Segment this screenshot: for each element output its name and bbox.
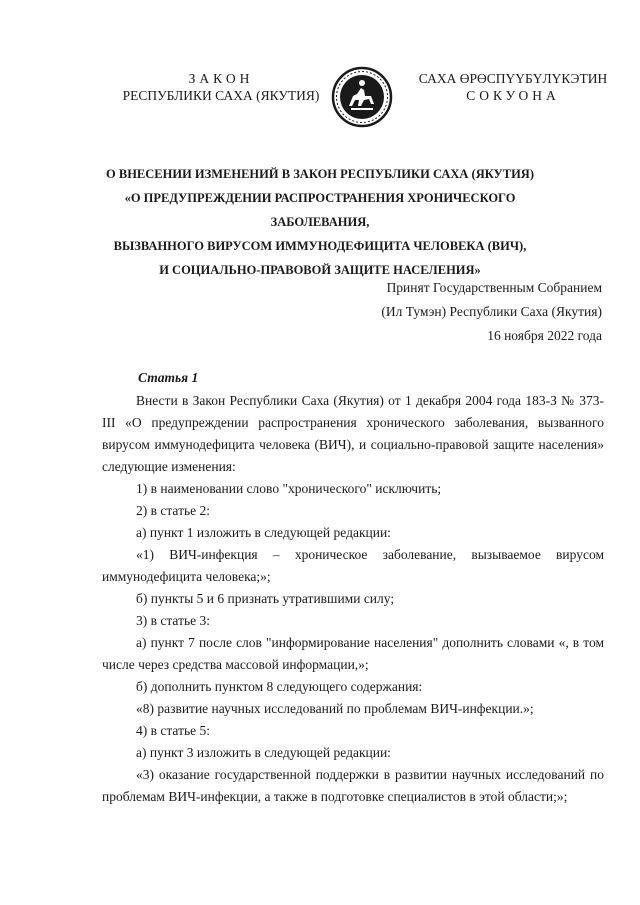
article-paragraph: 4) в статье 5: (136, 723, 210, 738)
adoption-line-2: (Ил Тумэн) Республики Саха (Якутия) (381, 304, 602, 319)
article-paragraph: а) пункт 1 изложить в следующей редакции: (136, 525, 391, 540)
header-right (408, 70, 618, 104)
adoption-line-1: Принят Государственным Собранием (386, 280, 602, 295)
header-right-line2: СОКУОНА (466, 88, 560, 103)
article-paragraph: Внести в Закон Республики Саха (Якутия) от 1 декабря 2004 года 183-З № 373-III «О предупреждении распространения хронического заболевания, вызванного вирусом иммунодефицита человека (ВИЧ), и социально-правовой защите населения» следующие изменения: (102, 393, 604, 474)
title-line-2: «О ПРЕДУПРЕЖДЕНИИ РАСПРОСТРАНЕНИЯ ХРОНИЧЕСКОГО ЗАБОЛЕВАНИЯ, (124, 191, 516, 229)
article-paragraph: б) дополнить пунктом 8 следующего содержания: (136, 679, 423, 694)
title-line-4: И СОЦИАЛЬНО-ПРАВОВОЙ ЗАЩИТЕ НАСЕЛЕНИЯ» (159, 263, 481, 277)
article-title: Статья 1 (138, 370, 199, 385)
title-line-3: ВЫЗВАННОГО ВИРУСОМ ИММУНОДЕФИЦИТА ЧЕЛОВЕКА (ВИЧ), (113, 239, 527, 253)
article-paragraph: 3) в статье 3: (136, 613, 210, 628)
article-paragraph: 2) в статье 2: (136, 503, 210, 518)
header-left-line1: ЗАКОН (188, 71, 254, 86)
article-paragraph: а) пункт 7 после слов "информирование населения" дополнить словами «, в том числе через средства массовой информации,»; (102, 635, 604, 672)
article-paragraph: «1) ВИЧ-инфекция – хроническое заболевание, вызываемое вирусом иммунодефицита человека;»; (102, 547, 604, 584)
article-paragraph: «8) развитие научных исследований по проблемам ВИЧ-инфекции.»; (136, 701, 534, 716)
header-left-line2: РЕСПУБЛИКИ САХА (ЯКУТИЯ) (122, 88, 320, 103)
article-paragraph: 1) в наименовании слово "хронического" исключить; (136, 481, 442, 496)
header-right-line1: САХА ӨРӨСПҮҮБҮЛҮКЭТИН (418, 71, 608, 86)
article-body (102, 390, 604, 808)
law-title (80, 162, 560, 282)
adoption-info (272, 276, 602, 348)
adoption-date: 16 ноября 2022 года (487, 328, 602, 343)
article-paragraph: «3) оказание государственной поддержки в развитии научных исследований по проблемам ВИЧ-инфекции, а также в подготовке специалистов в этой области;»; (102, 767, 604, 804)
article-paragraph: а) пункт 3 изложить в следующей редакции: (136, 745, 391, 760)
title-line-1: О ВНЕСЕНИИ ИЗМЕНЕНИЙ В ЗАКОН РЕСПУБЛИКИ САХА (ЯКУТИЯ) (106, 167, 534, 181)
article-paragraph: б) пункты 5 и 6 признать утратившими силу; (136, 591, 395, 606)
header-left (116, 70, 326, 104)
coat-of-arms-emblem-icon (331, 66, 393, 128)
